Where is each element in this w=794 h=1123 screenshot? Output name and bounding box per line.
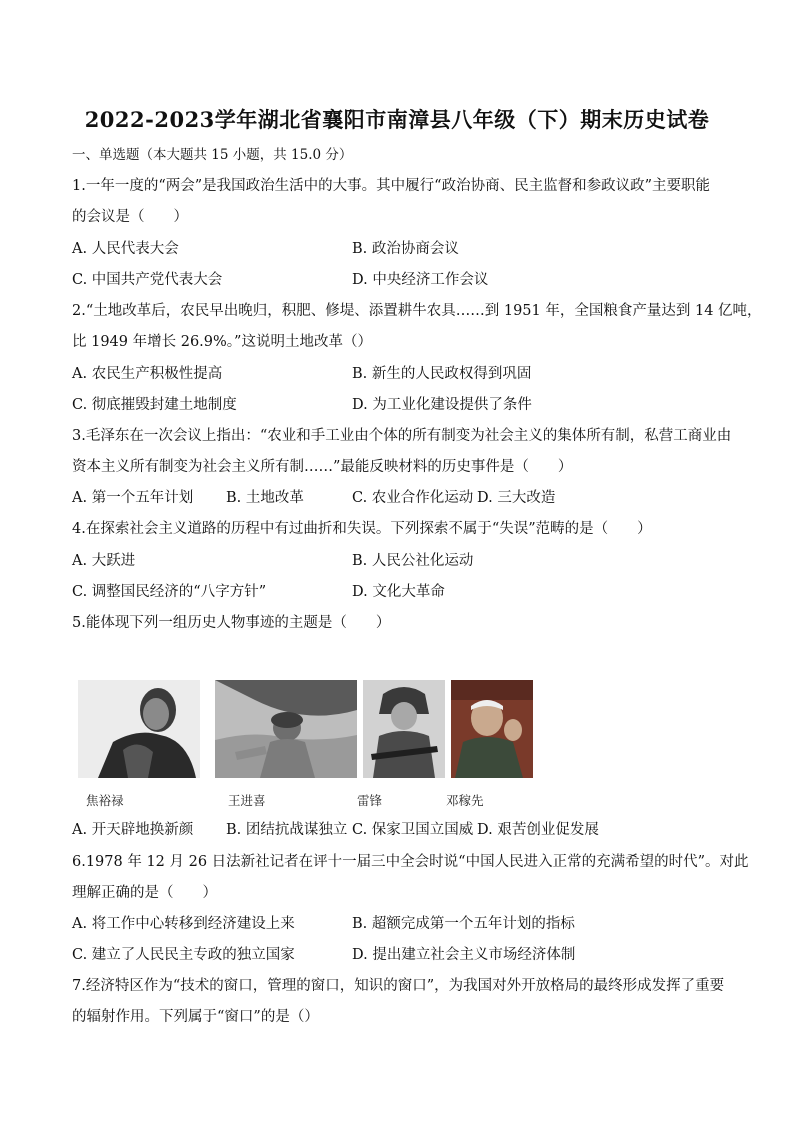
caption-jiao-yulu: 焦裕禄 <box>86 793 124 808</box>
question-6-stem: 6.1978 年 12 月 26 日法新社记者在评十一届三中全会时说“中国人民进入正常的充满希望的时代”。对此 <box>72 854 749 870</box>
photo-deng-jiaxian <box>451 680 533 778</box>
question-6-option-d: D. 提出建立社会主义市场经济体制 <box>352 947 576 963</box>
question-2-option-c: C. 彻底摧毁封建土地制度 <box>72 397 237 413</box>
question-1-stem-cont: 的会议是（ ） <box>72 209 188 225</box>
photo-wang-jinxi <box>215 680 357 778</box>
question-3-option-a: A. 第一个五年计划 <box>72 490 194 506</box>
section-heading: 一、单选题（本大题共 15 小题，共 15.0 分） <box>72 147 353 163</box>
caption-deng-jiaxian: 邓稼先 <box>446 793 484 808</box>
question-2-stem-cont: 比 1949 年增长 26.9%。”这说明土地改革（） <box>72 334 372 350</box>
question-4-option-b: B. 人民公社化运动 <box>352 553 474 569</box>
photo-lei-feng <box>363 680 445 778</box>
question-3-stem: 3.毛泽东在一次会议上指出：“农业和手工业由个体的所有制变为社会主义的集体所有制，私营工商业由 <box>72 428 732 444</box>
question-1-stem: 1.一年一度的“两会”是我国政治生活中的大事。其中履行“政治协商、民主监督和参政议政”主要职能 <box>72 178 710 194</box>
photo-jiao-yulu <box>78 680 200 778</box>
caption-lei-feng: 雷锋 <box>357 793 383 808</box>
question-4-option-c: C. 调整国民经济的“八字方针” <box>72 584 267 600</box>
question-3-stem-cont: 资本主义所有制变为社会主义所有制……”最能反映材料的历史事件是（ ） <box>72 459 573 475</box>
question-7-stem-cont: 的辐射作用。下列属于“窗口”的是（） <box>72 1009 319 1025</box>
question-5-option-a: A. 开天辟地换新颜 <box>72 822 194 838</box>
question-5-option-b: B. 团结抗战谋独立 <box>226 822 348 838</box>
question-5-option-d: D. 艰苦创业促发展 <box>477 822 599 838</box>
page-title: 2022-2023学年湖北省襄阳市南漳县八年级（下）期末历史试卷 <box>84 107 710 132</box>
question-5-stem: 5.能体现下列一组历史人物事迹的主题是（ ） <box>72 615 391 631</box>
question-1-option-c: C. 中国共产党代表大会 <box>72 272 223 288</box>
question-2-option-a: A. 农民生产积极性提高 <box>72 366 223 382</box>
question-6-option-a: A. 将工作中心转移到经济建设上来 <box>72 916 295 932</box>
question-4-stem: 4.在探索社会主义道路的历程中有过曲折和失误。下列探索不属于“失误”范畴的是（ ） <box>72 521 652 537</box>
question-6-option-c: C. 建立了人民民主专政的独立国家 <box>72 947 295 963</box>
question-4-option-d: D. 文化大革命 <box>352 584 445 600</box>
question-4-option-a: A. 大跃进 <box>72 553 136 569</box>
question-1-option-b: B. 政治协商会议 <box>352 241 459 257</box>
question-3-option-b: B. 土地改革 <box>226 490 304 506</box>
question-2-option-b: B. 新生的人民政权得到巩固 <box>352 366 532 382</box>
question-6-option-b: B. 超额完成第一个五年计划的指标 <box>352 916 575 932</box>
question-1-option-a: A. 人民代表大会 <box>72 241 179 257</box>
question-6-stem-cont: 理解正确的是（ ） <box>72 885 217 901</box>
caption-wang-jinxi: 王进喜 <box>228 793 266 808</box>
question-3-option-c: C. 农业合作化运动 <box>352 490 474 506</box>
question-1-option-d: D. 中央经济工作会议 <box>352 272 489 288</box>
question-7-stem: 7.经济特区作为“技术的窗口，管理的窗口，知识的窗口”，为我国对外开放格局的最终形成发挥了重要 <box>72 978 725 994</box>
question-2-stem: 2.“土地改革后，农民早出晚归，积肥、修堤、添置耕牛农具……到 1951 年，全国粮食产量达到 14 亿吨， <box>72 303 762 319</box>
question-3-option-d: D. 三大改造 <box>477 490 556 506</box>
question-2-option-d: D. 为工业化建设提供了条件 <box>352 397 532 413</box>
question-5-option-c: C. 保家卫国立国威 <box>352 822 474 838</box>
